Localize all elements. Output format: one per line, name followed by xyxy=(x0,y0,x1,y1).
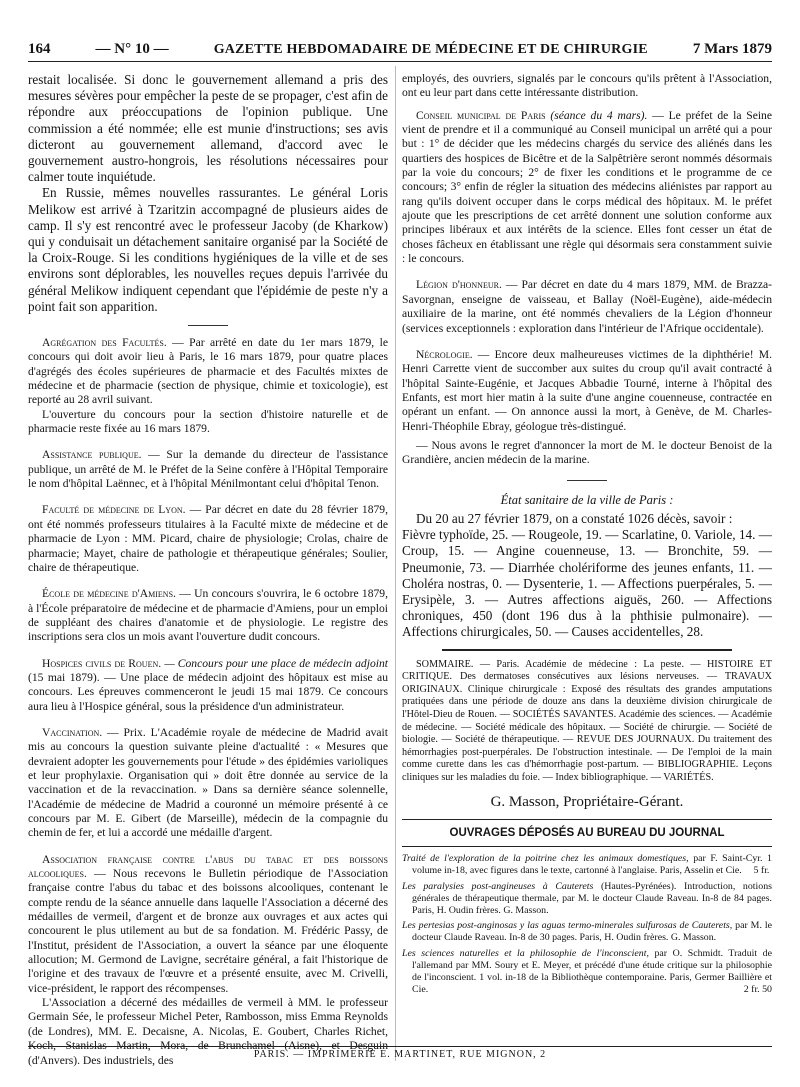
section-title: État sanitaire de la ville de Paris : xyxy=(500,492,674,507)
news-item: L'ouverture du concours pour la section d'histoire naturelle et de pharmacie reste fixée au 16 mars 1879. xyxy=(28,407,388,436)
news-item: employés, des ouvriers, signalés par le concours qu'ils prêtent à l'Association, ont eu leur part dans cette intéressante distribution. xyxy=(402,72,772,100)
separator-rule xyxy=(188,325,228,326)
printer-footer: PARIS. — IMPRIMERIE E. MARTINET, RUE MIGNON, 2 xyxy=(28,1046,772,1065)
news-item: L'Association a décerné des médailles de vermeil à MM. le professeur Germain Sée, le professeur Michel Peter, Rambosson, miss Emma Reynolds (de Londres), MM. E. Decaisne, A. Nicolas, E. Goubert, Charles Richet, Koch, Stanislas Martin, Mora, de Brunchamel (Aisne), et Desguin (d'Anvers). Des industriels, des xyxy=(28,996,388,1067)
news-item: Faculté de médecine de Lyon. — Par décret en date du 28 février 1879, ont été nommés professeurs titulaires à la Faculté mixte de médecine et de pharmacie de Lyon : MM. Picard, chaire de physiologie; Crolas, chaire de pharmacie; Mayet, chaire de pathologie et thérapeutique générales; Soulier, chaire de thérapeutique. xyxy=(28,503,389,574)
news-item: Hospices civils de Rouen. — Concours pour une place de médecin adjoint (15 mai 1879). — Une place de médecin adjoint des hôpitaux est mise au concours. Les épreuves commenceront le jeudi 15 mai 1879. Ce concours aura lieu à l'Hospice général, sous la présidence d'un administrateur. xyxy=(28,656,388,713)
news-item: — Nous avons le regret d'annoncer la mort de M. le docteur Benoist de la Grandière, ancien médecin de la marine. xyxy=(402,438,772,467)
column-divider xyxy=(395,66,396,1061)
stats-paragraph: Fièvre typhoïde, 25. — Rougeole, 19. — Scarlatine, 0. Variole, 14. — Croup, 15. — Angine couenneuse, 13. — Bronchite, 59. — Pneumonie, 73. — Diarrhée cholériforme des jeunes enfants, 11. — Choléra nostras, 0. — Dysenterie, 1. — Affections puerpérales, 5. — Erysipèle, 3. — Autres affections aiguës, 260. — Affections chroniques, 450 (dont 196 dus à la phthisie pulmonaire). — Affections chirurgicales, 50. — Causes accidentelles, 28. xyxy=(402,527,772,640)
list-item: Traité de l'exploration de la poitrine chez les animaux domestiques, par F. Saint-Cyr. 1 volume in-18, avec figures dans le texte, cartonné à l'anglaise. Paris, Asselin et Cie. 5 fr. xyxy=(402,853,772,877)
list-item: Les pertesias post-anginosas y las aguas termo-minerales sulfurosas de Cauterets, par M. le docteur Claude Raveau. In-8 de 30 pages. Paris, H. Oudin frères. G. Masson. xyxy=(402,920,772,944)
article-paragraph: restait localisée. Si donc le gouvernement allemand a pris des mesures sévères pour empêcher la peste de se propager, c'est afin de répondre aux préoccupations de l'opinion publique. Une commission a été nommée; elle est munie d'instructions; ses avis dicteront au gouvernement allemand, d'accord avec le gouvernement austro-hongrois, les résolutions nécessaires pour calmer toute inquiétude. xyxy=(28,72,388,185)
separator-rule xyxy=(567,480,607,481)
stats-intro: Du 20 au 27 février 1879, on a constaté 1026 décès, savoir : xyxy=(416,510,733,526)
sommaire: SOMMAIRE. — Paris. Académie de médecine : La peste. — HISTOIRE ET CRITIQUE. Des dermatoses consécutives aux lésions nerveuses. — TRAVAUX ORIGINAUX. Clinique chirurgicale : Exposé des résultats des grandes amputations pratiquées dans une période de douze ans dans la deuxième division chirurgicale de l'Hôtel-Dieu de Rouen. — SOCIÉTÉS SAVANTES. Académie des sciences. — Académie de médecine. — Société médicale des hôpitaux. — Société de chirurgie. — Société de biologie. — Société de thérapeutique. — REVUE DES JOURNAUX. Du traitement des hémorrhagies post-puerpérales. De l'obstruction intestinale. — De l'emploi de la main comme curette dans les cas d'hémorrhagie post-partum. — BIBLIOGRAPHIE. Leçons cliniques sur les maladies du foie. — Index bibliographique. — VARIÉTÉS. xyxy=(402,658,772,783)
left-column xyxy=(28,72,388,1068)
news-item: Assistance publique. — Sur la demande du directeur de l'assistance publique, un arrêté de M. le Préfet de la Seine confère à l'Hôpital Temporaire le nom d'hôpital Laënnec, et à l'hôpital Ménilmontant celui d'hôpital Tenon. xyxy=(28,448,389,491)
right-column xyxy=(402,72,772,999)
separator-rule xyxy=(442,649,732,651)
list-item: Les sciences naturelles et la philosophie de l'inconscient, par O. Schmidt. Traduit de l'allemand par MM. Soury et E. Meyer, et précédé d'une étude critique sur la philosophie de l'inconscient. 1 vol. in-18 de la Bibliothèque contemporaine. Paris, Germer Baillière et Cie. 2 fr. 50 xyxy=(402,947,772,996)
signature: G. Masson, Propriétaire-Gérant. xyxy=(490,793,684,810)
news-item: Conseil municipal de Paris (séance du 4 mars). — Le préfet de la Seine vient de prendre et il a communiqué au Conseil municipal un arrêté qui a pour but : 1° de décider que les médecins chargés du service des aliénés dans les quartiers des hospices de Bicêtre et de la Salpêtrière seront nommés désormais par la voie du concours; 2° de fixer les conditions et le programme de ce concours; 3° enfin de régler la situation des médecins aliénistes par rapport au rang qu'ils doivent occuper dans le corps médical des hôpitaux. M. le préfet ajoute que les prescriptions de cet arrêté donnent une solution conforme aux principes libéraux et aux intérêts de la science. Elles font cesser un état de choses fâcheux en établissant une règle qui désormais sera constamment suivie : le concours. xyxy=(402,108,773,266)
journal-title: GAZETTE HEBDOMADAIRE DE MÉDECINE ET DE CHIRURGIE xyxy=(213,42,648,57)
box-title: OUVRAGES DÉPOSÉS AU BUREAU DU JOURNAL xyxy=(449,826,725,839)
separator-rule xyxy=(402,846,772,847)
separator-rule xyxy=(402,819,772,820)
news-item: Nécrologie. — Encore deux malheureuses victimes de la diphthérie! M. Henri Carrette vient de succomber aux suites du croup qu'il avait contracté à l'hôpital Sainte-Eugénie, et Jacques Abbadie Tourné, interne à l'hôpital des Enfants, est mort hier matin à la suite d'une angine couenneuse, contractée en opérant un enfant. — On annonce aussi la mort, à Genève, de M. Charles-Henri-Théophile Ebray, géologue très-distingué. xyxy=(402,347,772,433)
article-paragraph: En Russie, mêmes nouvelles rassurantes. Le général Loris Melikow est arrivé à Tzaritzin accompagné de plusieurs aides de camp. Il s'y est rencontré avec le professeur Jacoby (de Kharkow) qui y conduisait un détachement sanitaire organisé par la Société de la Croix-Rouge. Si les conditions hygiéniques de la ville et de ses environs sont déplorables, les nouvelles reçues depuis l'arrivée du général Melikow indiquent cependant que l'épidémie de peste n'y a point fait son apparition. xyxy=(28,185,388,314)
book-list xyxy=(402,853,772,996)
issue-number: — N° 10 — xyxy=(95,41,169,57)
page-header xyxy=(28,36,772,62)
issue-date: 7 Mars 1879 xyxy=(692,41,772,57)
news-item: Association française contre l'abus du tabac et des boissons alcooliques. — Nous recevons le Bulletin périodique de l'Association française contre l'abus du tabac et des boissons alcooliques, contenant le compte rendu de la séance annuelle dans laquelle l'Association a décerné des médailles de vermeil, d'argent et de bronze aux ouvrages et aux actes qui concourent le plus utilement au but de sa fondation. M. Frédéric Passy, de l'Institut, président de l'Association, a ouvert la séance par une éloquente allocution; M. Germond de Lavigne, secrétaire général, a fait l'historique de l'origine et des travaux de l'œuvre et a présenté ensuite, avec M. Crivelli, vice-président, le rapport des récompenses. xyxy=(28,852,388,995)
page-number: 164 xyxy=(28,41,51,57)
news-item: Vaccination. — Prix. L'Académie royale de médecine de Madrid avait mis au concours la question suivante pleine d'actualité : « Mesures que devraient adopter les gouvernements pour l'étude » des épidémies varioliques et leur prophylaxie. Organisation qui » doit être donnée au service de la vaccination et de la revaccination. » Dans sa dernière séance solennelle, l'Académie de médecine de Madrid a couronné un mémoire présenté à ce concours par M. E. Gibert (de Marseille), médecin de la compagnie du chemin de fer, et lui a accordé une médaille d'argent. xyxy=(28,725,388,840)
news-item: École de médecine d'Amiens. — Un concours s'ouvrira, le 6 octobre 1879, à l'École préparatoire de médecine et de pharmacie d'Amiens, pour un emploi de suppléant des chaires d'anatomie et de physiologie. Le registre des inscriptions sera clos un mois avant l'ouverture dudit concours. xyxy=(28,587,389,644)
news-item: Légion d'honneur. — Par décret en date du 4 mars 1879, MM. de Brazza-Savorgnan, enseigne de vaisseau, et Ballay (Noël-Eugène), aide-médecin auxiliaire de la marine, ont été nommés chevaliers de la Légion d'honneur (services exceptionnels : exploration dans l'intérieur de l'Afrique occidentale). xyxy=(402,278,772,335)
news-item: Agrégation des Facultés. — Par arrêté en date du 1er mars 1879, le concours qui doit avoir lieu à Paris, le 16 mars 1879, pour quatre places d'agrégés des écoles supérieures de pharmacie et des Facultés mixtes de médecine et de pharmacie (section de physique, chimie et toxicologie), est reporté au 28 avril suivant. xyxy=(28,336,388,407)
list-item: Les paralysies post-angineuses à Cauterets (Hautes-Pyrénées). Introduction, notions générales de thérapeutique thermale, par M. le docteur Claude Raveau. In-8 de 84 pages. Paris, H. Oudin frères. G. Masson. xyxy=(402,880,772,916)
